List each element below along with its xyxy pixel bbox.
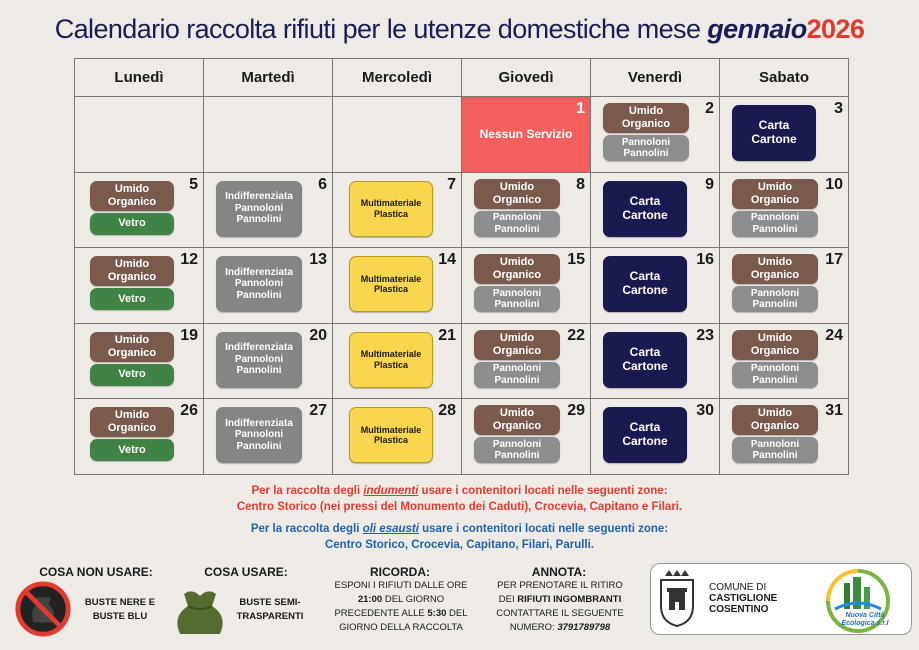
remember-line: DEL — [449, 608, 468, 619]
badge-line: Pannolini — [236, 289, 282, 301]
dont-use-text — [74, 596, 166, 624]
week-row — [75, 399, 849, 475]
day-number: 10 — [825, 175, 843, 193]
pannoloni-badge — [474, 362, 560, 388]
badge-line: Carta — [629, 269, 661, 284]
indifferenziata-badge — [216, 407, 302, 463]
badge-line: Multimateriale — [360, 349, 422, 360]
badge-line: Pannolini — [752, 374, 798, 386]
day-cell — [720, 97, 849, 173]
day-cell — [204, 248, 333, 324]
day-cell — [591, 248, 720, 324]
badge-line: Organico — [750, 193, 800, 206]
remember-line: GIORNO DELLA RACCOLTA — [339, 622, 463, 633]
badge-line: Pannolini — [752, 299, 798, 310]
day-number: 22 — [567, 326, 585, 344]
day-cell — [720, 323, 849, 399]
use-text — [228, 596, 312, 624]
day-number: 13 — [309, 251, 327, 268]
multimateriale-badge — [349, 181, 433, 237]
day-cell — [75, 172, 204, 248]
day-cell — [333, 248, 462, 324]
day-number: 28 — [438, 402, 456, 419]
umido-organico-badge — [90, 332, 174, 362]
day-number: 2 — [705, 100, 714, 117]
badge-line: Organico — [107, 271, 157, 283]
badge-line: Umido — [757, 407, 793, 420]
day-number: 26 — [180, 402, 198, 419]
oli-info — [0, 521, 919, 553]
day-cell — [75, 248, 204, 324]
multimateriale-badge — [349, 407, 433, 463]
page-title — [0, 14, 919, 45]
no-service-block — [462, 97, 590, 172]
day-cell — [333, 172, 462, 248]
weekday-header: Mercoledì — [333, 59, 462, 97]
vetro-badge — [90, 439, 174, 461]
badge-line: Pannoloni — [234, 353, 284, 365]
badge-line: Pannolini — [236, 440, 282, 452]
day-number: 7 — [447, 175, 456, 193]
note-text — [480, 579, 640, 635]
badge-line: Organico — [492, 269, 542, 281]
remember-line: PRECEDENTE ALLE — [334, 608, 425, 619]
multimateriale-badge — [349, 256, 433, 312]
note-line: RIFIUTI INGOMBRANTI — [517, 594, 622, 605]
pannoloni-badge — [603, 135, 689, 161]
pannoloni-badge — [732, 362, 818, 388]
badge-line: Pannolini — [494, 299, 540, 310]
day-number: 8 — [576, 175, 585, 193]
badge-line: Pannoloni — [234, 202, 284, 214]
badge-line: Pannoloni — [492, 363, 542, 374]
umido-organico-badge — [90, 181, 174, 211]
badge-line: Plastica — [373, 359, 409, 370]
day-number: 29 — [567, 402, 585, 419]
day-cell — [204, 323, 333, 399]
day-number: 17 — [825, 251, 843, 268]
badge-line: Carta — [629, 193, 661, 208]
badge-line: Plastica — [373, 284, 409, 294]
day-cell — [75, 323, 204, 399]
title-prefix: Calendario raccolta rifiuti per le utenze domestiche mese — [54, 14, 701, 44]
badge-line: Pannolini — [236, 214, 282, 226]
calendar-grid — [74, 58, 849, 475]
remember-title: RICORDA: — [370, 565, 430, 579]
week-row — [75, 97, 849, 173]
info-zones: Centro Storico (nei pressi del Monumento dei Caduti), Crocevia, Capitano e Filari. — [236, 501, 683, 513]
weekday-header: Venerdì — [591, 59, 720, 97]
day-cell — [204, 172, 333, 248]
badge-line: Organico — [621, 118, 671, 130]
week-row — [75, 323, 849, 399]
day-cell — [591, 97, 720, 173]
badge-line: Umido — [499, 407, 535, 420]
badge-line: Organico — [107, 195, 157, 208]
umido-organico-badge — [474, 405, 560, 435]
info-text: usare i contenitori locati nelle seguenti zone: — [422, 523, 669, 535]
badge-line: Umido — [628, 105, 664, 118]
umido-organico-badge — [732, 405, 818, 435]
badge-line: Organico — [492, 420, 542, 432]
badge-line: Carta — [629, 420, 661, 435]
badge-line: Organico — [750, 344, 800, 357]
day-number: 27 — [309, 402, 327, 419]
badge-line: Pannoloni — [492, 287, 542, 299]
comune-line: CASTIGLIONE — [709, 593, 778, 604]
day-number: 15 — [567, 251, 585, 268]
carta-cartone-badge — [603, 181, 687, 237]
day-number: 12 — [180, 251, 198, 268]
badge-line: Pannoloni — [621, 136, 671, 148]
day-number: 3 — [834, 100, 843, 117]
pannoloni-badge — [732, 286, 818, 312]
badge-line: Umido — [757, 256, 793, 269]
week-row — [75, 248, 849, 324]
badge-line: Pannoloni — [750, 212, 800, 223]
day-cell — [462, 399, 591, 475]
day-number: 24 — [825, 326, 843, 344]
badge-line: Pannolini — [752, 223, 798, 235]
badge-line: Umido — [499, 180, 535, 193]
day-cell — [333, 399, 462, 475]
badge-line: Indifferenziata — [225, 417, 293, 429]
pannoloni-badge — [474, 286, 560, 312]
day-number: 9 — [705, 175, 714, 193]
day-cell — [333, 323, 462, 399]
comune-line: COSENTINO — [709, 604, 769, 615]
badge-line: Umido — [757, 331, 793, 344]
badge-line: Pannoloni — [234, 278, 284, 290]
day-number: 14 — [438, 251, 456, 268]
title-year: 2026 — [806, 14, 865, 44]
dont-use-title: COSA NON USARE: — [39, 565, 153, 579]
info-term: oli esausti — [362, 523, 419, 535]
remember-time: 5:30 — [427, 608, 447, 619]
empty-day-cell — [333, 97, 462, 173]
day-cell — [462, 97, 591, 173]
logos-box — [650, 563, 912, 635]
badge-line: Pannolini — [494, 450, 540, 461]
day-cell — [591, 172, 720, 248]
use-line: BUSTE SEMI- — [239, 597, 301, 608]
badge-line: Cartone — [622, 207, 668, 222]
indifferenziata-badge — [216, 181, 302, 237]
badge-line: Pannolini — [494, 223, 540, 235]
use-line: TRASPARENTI — [236, 611, 304, 622]
note-line: PER PRENOTARE IL RITIRO — [497, 580, 623, 591]
badge-line: Pannolini — [623, 148, 669, 159]
carta-cartone-badge — [732, 105, 816, 161]
week-row — [75, 172, 849, 248]
badge-line: Vetro — [118, 368, 146, 381]
badge-line: Plastica — [373, 435, 409, 445]
day-cell — [720, 399, 849, 475]
day-number: 1 — [576, 100, 585, 117]
note-line: NUMERO: — [509, 622, 555, 633]
carta-cartone-badge — [603, 332, 687, 388]
badge-line: Umido — [114, 258, 150, 271]
pannoloni-badge — [474, 437, 560, 463]
badge-line: Organico — [107, 422, 157, 434]
weekday-header: Sabato — [720, 59, 849, 97]
comune-line: COMUNE DI — [709, 582, 767, 593]
badge-line: Multimateriale — [360, 273, 422, 284]
badge-line: Pannoloni — [492, 212, 542, 223]
badge-line: Pannoloni — [750, 287, 800, 299]
umido-organico-badge — [474, 254, 560, 284]
company-line: Ecologica s.r.l — [841, 620, 889, 627]
indifferenziata-badge — [216, 332, 302, 388]
dont-use-line: BUSTE BLU — [92, 611, 148, 622]
badge-line: Cartone — [622, 434, 668, 448]
comune-name — [709, 582, 777, 615]
remember-text — [316, 579, 486, 635]
umido-organico-badge — [732, 254, 818, 284]
company-name — [835, 612, 895, 628]
info-term: indumenti — [363, 485, 419, 497]
weekday-header-row — [75, 59, 849, 97]
badge-line: Cartone — [622, 283, 668, 297]
day-number: 20 — [309, 326, 327, 344]
green-bag-icon — [170, 584, 230, 636]
badge-line: Organico — [492, 193, 542, 206]
badge-line: Umido — [757, 180, 793, 193]
indifferenziata-badge — [216, 256, 302, 312]
remember-line: DEL GIORNO — [384, 594, 445, 605]
weekday-header: Giovedì — [462, 59, 591, 97]
badge-line: Vetro — [118, 443, 146, 456]
badge-line: Pannoloni — [492, 438, 542, 450]
pannoloni-badge — [474, 211, 560, 237]
note-line: CONTATTARE IL SEGUENTE — [496, 608, 624, 619]
dont-use-line: BUSTE NERE E — [84, 597, 156, 608]
badge-line: Umido — [114, 182, 150, 195]
day-cell — [462, 172, 591, 248]
day-cell — [591, 323, 720, 399]
badge-line: Plastica — [373, 208, 409, 219]
badge-line: Umido — [499, 256, 535, 269]
umido-organico-badge — [90, 407, 174, 437]
use-title: COSA USARE: — [204, 565, 288, 579]
forbidden-bag-icon — [14, 580, 72, 638]
badge-line: Pannolini — [752, 450, 798, 461]
day-cell — [204, 399, 333, 475]
carta-cartone-badge — [603, 407, 687, 463]
badge-line: Multimateriale — [360, 198, 422, 209]
umido-organico-badge — [474, 330, 560, 360]
no-service-label: Nessun Servizio — [479, 127, 573, 141]
badge-line: Organico — [750, 420, 800, 432]
note-title: ANNOTA: — [531, 565, 587, 579]
badge-line: Vetro — [118, 292, 146, 305]
remember-time: 21:00 — [357, 594, 383, 605]
empty-day-cell — [204, 97, 333, 173]
weekday-header: Lunedì — [75, 59, 204, 97]
badge-line: Umido — [114, 333, 150, 346]
umido-organico-badge — [474, 179, 560, 209]
info-text: Per la raccolta degli — [251, 485, 361, 497]
badge-line: Cartone — [751, 132, 797, 146]
day-cell — [462, 323, 591, 399]
company-line: Nuova Città — [845, 612, 885, 619]
comune-coat-of-arms-icon — [657, 570, 697, 628]
day-number: 31 — [825, 402, 843, 419]
vetro-badge — [90, 213, 174, 235]
umido-organico-badge — [603, 103, 689, 133]
badge-line: Umido — [499, 331, 535, 344]
badge-line: Carta — [758, 118, 790, 133]
title-month: gennaio — [707, 14, 807, 44]
badge-line: Pannoloni — [750, 438, 800, 450]
phone-number: 3791789798 — [557, 622, 611, 633]
badge-line: Pannoloni — [750, 363, 800, 374]
carta-cartone-badge — [603, 256, 687, 312]
badge-line: Vetro — [118, 217, 146, 230]
day-number: 6 — [318, 175, 327, 193]
umido-organico-badge — [90, 256, 174, 286]
pannoloni-badge — [732, 437, 818, 463]
umido-organico-badge — [732, 179, 818, 209]
badge-line: Umido — [114, 409, 150, 422]
badge-line: Organico — [492, 344, 542, 357]
note-line: DEI — [498, 594, 515, 605]
day-cell — [591, 399, 720, 475]
weekday-header: Martedì — [204, 59, 333, 97]
day-number: 16 — [696, 251, 714, 268]
umido-organico-badge — [732, 330, 818, 360]
indumenti-info — [0, 483, 919, 515]
day-number: 21 — [438, 326, 456, 344]
badge-line: Indifferenziata — [225, 191, 293, 203]
empty-day-cell — [75, 97, 204, 173]
day-number: 23 — [696, 326, 714, 344]
badge-line: Organico — [750, 269, 800, 281]
info-text: usare i contenitori locati nelle seguenti zone: — [421, 485, 668, 497]
day-number: 19 — [180, 326, 198, 344]
badge-line: Multimateriale — [360, 424, 422, 435]
day-number: 30 — [696, 402, 714, 419]
remember-line: ESPONI I RIFIUTI DALLE ORE — [334, 580, 468, 591]
vetro-badge — [90, 288, 174, 310]
multimateriale-badge — [349, 332, 433, 388]
pannoloni-badge — [732, 211, 818, 237]
badge-line: Carta — [629, 344, 661, 359]
day-cell — [720, 172, 849, 248]
badge-line: Pannolini — [236, 365, 282, 377]
vetro-badge — [90, 364, 174, 386]
info-zones: Centro Storico, Crocevia, Capitano, Filari, Parulli. — [324, 539, 595, 551]
badge-line: Indifferenziata — [225, 266, 293, 278]
day-cell — [720, 248, 849, 324]
day-cell — [462, 248, 591, 324]
badge-line: Indifferenziata — [225, 342, 293, 354]
badge-line: Pannoloni — [234, 429, 284, 441]
day-cell — [75, 399, 204, 475]
info-text: Per la raccolta degli — [250, 523, 360, 535]
badge-line: Cartone — [622, 358, 668, 373]
badge-line: Pannolini — [494, 374, 540, 386]
badge-line: Organico — [107, 346, 157, 359]
day-number: 5 — [189, 175, 198, 193]
